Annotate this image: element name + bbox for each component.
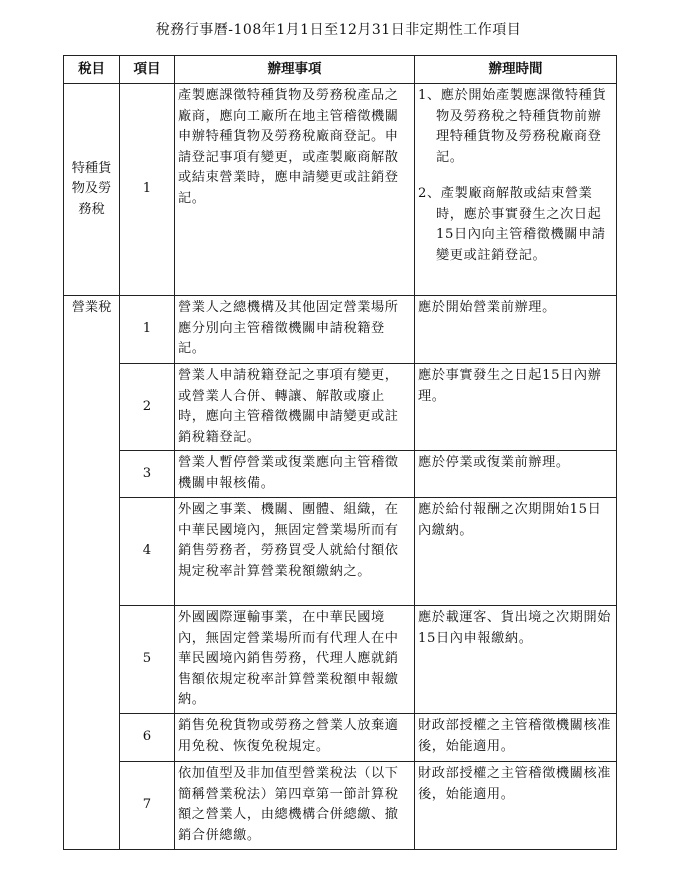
table-row (64, 606, 617, 714)
table-row (64, 451, 617, 498)
page-title: 稅務行事曆-108年1月1日至12月31日非定期性工作項目 (155, 22, 522, 38)
item-number: 7 (120, 762, 175, 850)
table-row (64, 296, 617, 364)
category-special-goods-tax: 特種貨物及勞務稅 (64, 84, 120, 296)
table-row (64, 762, 617, 850)
item-number: 2 (120, 364, 175, 451)
time-text: 應於給付報酬之次期開始15日內繳納。 (415, 498, 617, 606)
item-number: 4 (120, 498, 175, 606)
header-item: 項目 (120, 56, 175, 84)
matter-text: 依加值型及非加值型營業稅法（以下簡稱營業稅法）第四章第一節計算稅額之營業人，由總機構合併總繳、撤銷合併總繳。 (175, 762, 415, 850)
time-cell (415, 84, 617, 296)
matter-text: 外國之事業、機關、團體、組織，在中華民國境內，無固定營業場所而有銷售勞務者，勞務買受人就給付額依規定稅率計算營業稅額繳納之。 (175, 498, 415, 606)
item-number: 1 (120, 84, 175, 296)
time-text: 應於載運客、貨出境之次期開始15日內申報繳納。 (415, 606, 617, 714)
matter-text: 營業人申請稅籍登記之事項有變更，或營業人合併、轉讓、解散或廢止時，應向主管稽徵機關申請變更或註銷稅籍登記。 (175, 364, 415, 451)
item-number: 5 (120, 606, 175, 714)
time-item: 2、產製廠商解散或結束營業時，應於事實發生之次日起15日內向主管稽徵機關申請變更或註銷登記。 (418, 186, 606, 263)
matter-text: 外國國際運輸事業，在中華民國境內，無固定營業場所而有代理人在中華民國境內銷售勞務，代理人應就銷售額依規定稅率計算營業稅額申報繳納。 (175, 606, 415, 714)
table-row (64, 364, 617, 451)
item-number: 1 (120, 296, 175, 364)
header-category: 稅目 (64, 56, 120, 84)
time-text: 財政部授權之主管稽徵機關核准後，始能適用。 (415, 762, 617, 850)
category-business-tax: 營業稅 (64, 296, 120, 850)
tax-calendar-table (63, 55, 617, 850)
time-item: 1、應於開始產製應課徵特種貨物及勞務稅之特種貨物前辦理特種貨物及勞務稅廠商登記。 (418, 88, 607, 165)
header-time: 辦理時間 (415, 56, 617, 84)
table-row (64, 714, 617, 762)
item-number: 6 (120, 714, 175, 762)
matter-text: 產製應課徵特種貨物及勞務稅產品之廠商，應向工廠所在地主管稽徵機關申辦特種貨物及勞務稅廠商登記。申請登記事項有變更，或產製廠商解散或結束營業時，應申請變更或註銷登記。 (175, 84, 415, 296)
time-text: 應於事實發生之日起15日內辦理。 (415, 364, 617, 451)
header-row (64, 56, 617, 84)
time-text: 應於開始營業前辦理。 (415, 296, 617, 364)
matter-text: 營業人暫停營業或復業應向主管稽徵機關申報核備。 (175, 451, 415, 498)
matter-text: 營業人之總機構及其他固定營業場所應分別向主管稽徵機關申請稅籍登記。 (175, 296, 415, 364)
table-row (64, 498, 617, 606)
time-text: 應於停業或復業前辦理。 (415, 451, 617, 498)
time-text: 財政部授權之主管稽徵機關核准後，始能適用。 (415, 714, 617, 762)
header-matter: 辦理事項 (175, 56, 415, 84)
matter-text: 銷售免稅貨物或勞務之營業人放棄適用免稅、恢復免稅規定。 (175, 714, 415, 762)
table-row (64, 84, 617, 296)
item-number: 3 (120, 451, 175, 498)
